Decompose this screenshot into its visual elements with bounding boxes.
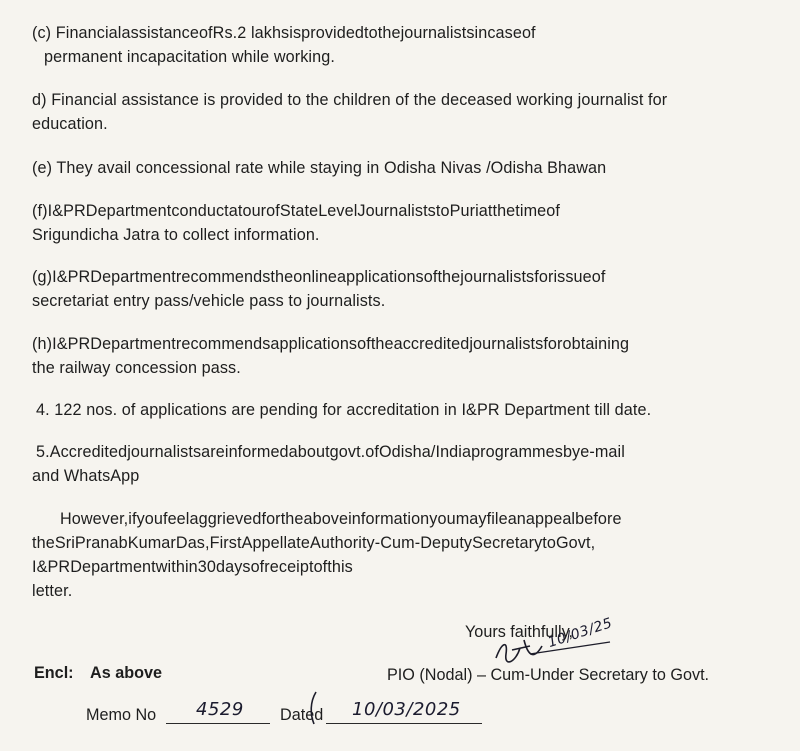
word: I&PR (32, 558, 71, 576)
word: Journalists (357, 202, 436, 220)
word: Kumar (127, 534, 176, 552)
word: an (507, 510, 526, 528)
word: Das, (175, 534, 210, 552)
point-5-line2: and WhatsApp (32, 467, 140, 485)
word: within (155, 558, 198, 576)
word: to (364, 24, 378, 42)
word: assistance (121, 24, 199, 42)
word: journalists (127, 443, 202, 461)
word: obtaining (562, 335, 630, 353)
word: in (474, 24, 488, 42)
word: First (209, 534, 242, 552)
appeal-line4: letter. (32, 582, 73, 600)
word: appeal (525, 510, 576, 528)
item-h-line2: the railway concession pass. (32, 359, 241, 377)
word: applications (270, 335, 358, 353)
yours-faithfully: Yours faithfully, (465, 623, 573, 641)
word: 30 (197, 558, 216, 576)
word: Department (85, 202, 172, 220)
item-c-line1 (32, 21, 760, 45)
word: if (128, 510, 137, 528)
word: a (228, 202, 238, 220)
memo-date: 10/03/2025 (352, 699, 461, 720)
word: journalists (469, 335, 544, 353)
word: Accredited (49, 443, 128, 461)
memo-label: Memo No (86, 706, 157, 724)
word: I&PR (47, 202, 86, 220)
dated-label: Dated (280, 706, 324, 724)
word: conduct (171, 202, 229, 220)
word: of (423, 268, 438, 286)
word: information (348, 510, 430, 528)
word: recommends (175, 268, 271, 286)
item-e-line1: (e) They avail concessional rate while staying in Odisha Nivas /Odisha Bhawan (32, 159, 607, 177)
word: Secretary (472, 534, 543, 552)
item-e (32, 156, 760, 180)
word: aggrieved (189, 510, 262, 528)
word: I&PR (52, 268, 91, 286)
word: Level (318, 202, 358, 220)
word: online (293, 268, 338, 286)
item-d-line1: d) Financial assistance is provided to the children of the deceased working journalist for (32, 91, 668, 109)
word: days (215, 558, 251, 576)
word: the (32, 534, 55, 552)
appeal-paragraph (32, 507, 760, 603)
word: Pranab (74, 534, 128, 552)
word: Govt, (555, 534, 596, 552)
word: Authority- (309, 534, 381, 552)
word: 5. (36, 443, 50, 461)
item-h-line1 (32, 332, 760, 356)
word: provided (301, 24, 365, 42)
word: above (303, 510, 349, 528)
word: receipt (264, 558, 314, 576)
word: (f) (32, 202, 48, 220)
point-5 (32, 440, 760, 488)
item-c (32, 21, 760, 69)
word: However, (60, 510, 129, 528)
word: time (515, 202, 547, 220)
word: for (543, 335, 563, 353)
memo-number: 4529 (196, 699, 244, 720)
appeal-line2 (32, 531, 760, 555)
word: Sri (54, 534, 75, 552)
word: informed (224, 443, 289, 461)
word: Department (90, 335, 176, 353)
word: programmes (471, 443, 563, 461)
word: the (370, 335, 394, 353)
word: (c) Financial (32, 24, 122, 42)
designation: PIO (Nodal) – Cum-Under Secretary to Govt. (387, 666, 710, 684)
item-f-line2: Srigundicha Jatra to collect information. (32, 226, 320, 244)
word: feel (162, 510, 190, 528)
word: Department (70, 558, 156, 576)
word: issue (553, 268, 592, 286)
encl-value: As above (90, 664, 162, 682)
item-f (32, 199, 760, 247)
point-4-text: 4. 122 nos. of applications are pending for accreditation in I&PR Department till date. (36, 401, 652, 419)
word: are (201, 443, 225, 461)
word: may (455, 510, 487, 528)
item-d (32, 88, 760, 136)
word: the (492, 202, 516, 220)
word: journalists (400, 24, 475, 42)
memo-number-line (166, 723, 270, 724)
word: you (136, 510, 163, 528)
memo-date-line (326, 723, 482, 724)
word: Deputy (420, 534, 473, 552)
word: recommends (175, 335, 271, 353)
item-g (32, 265, 760, 313)
item-f-line1 (32, 199, 760, 223)
word: for (261, 510, 281, 528)
word: Appellate (241, 534, 310, 552)
appeal-line1 (32, 507, 760, 531)
word: before (575, 510, 622, 528)
word: to (542, 534, 556, 552)
word: accredited (393, 335, 470, 353)
word: govt. (329, 443, 366, 461)
word: the (280, 510, 304, 528)
word: the (377, 24, 401, 42)
word: you (429, 510, 456, 528)
word: of (313, 558, 328, 576)
word: applications (337, 268, 424, 286)
word: Department (90, 268, 176, 286)
word: State (279, 202, 319, 220)
word: of (250, 558, 265, 576)
word: of (365, 443, 379, 461)
word: about (288, 443, 330, 461)
word: Odisha/India (378, 443, 472, 461)
item-g-line2: secretariat entry pass/vehicle pass to journalists. (32, 292, 386, 310)
word: of (546, 202, 560, 220)
word: of (198, 24, 213, 42)
word: of (591, 268, 606, 286)
word: the (270, 268, 294, 286)
word: of (357, 335, 371, 353)
word: of (521, 24, 536, 42)
item-d-line2: education. (32, 115, 108, 133)
word: 2 lakhs (237, 24, 290, 42)
word: e-mail (580, 443, 625, 461)
encl-label: Encl: (34, 664, 74, 682)
word: file (486, 510, 508, 528)
word: (g) (32, 268, 53, 286)
word: (h) (32, 335, 53, 353)
word: is (289, 24, 302, 42)
word: by (562, 443, 581, 461)
word: I&PR (52, 335, 91, 353)
word: Cum- (380, 534, 421, 552)
word: for (534, 268, 554, 286)
item-c-line2: permanent incapacitation while working. (44, 48, 335, 66)
dated-slash-mark (306, 690, 322, 726)
item-g-line1 (32, 265, 760, 289)
word: journalists (460, 268, 535, 286)
appeal-line3 (32, 555, 760, 579)
point-4 (36, 398, 764, 422)
word: of (266, 202, 280, 220)
word: the (437, 268, 461, 286)
word: Puri (449, 202, 479, 220)
word: at (478, 202, 493, 220)
word: this (327, 558, 353, 576)
point-5-line1 (32, 440, 764, 464)
word: Rs. (212, 24, 238, 42)
item-h (32, 332, 760, 380)
word: to (435, 202, 450, 220)
word: tour (237, 202, 267, 220)
signature-date: 10/03/25 (545, 615, 615, 652)
word: case (487, 24, 522, 42)
